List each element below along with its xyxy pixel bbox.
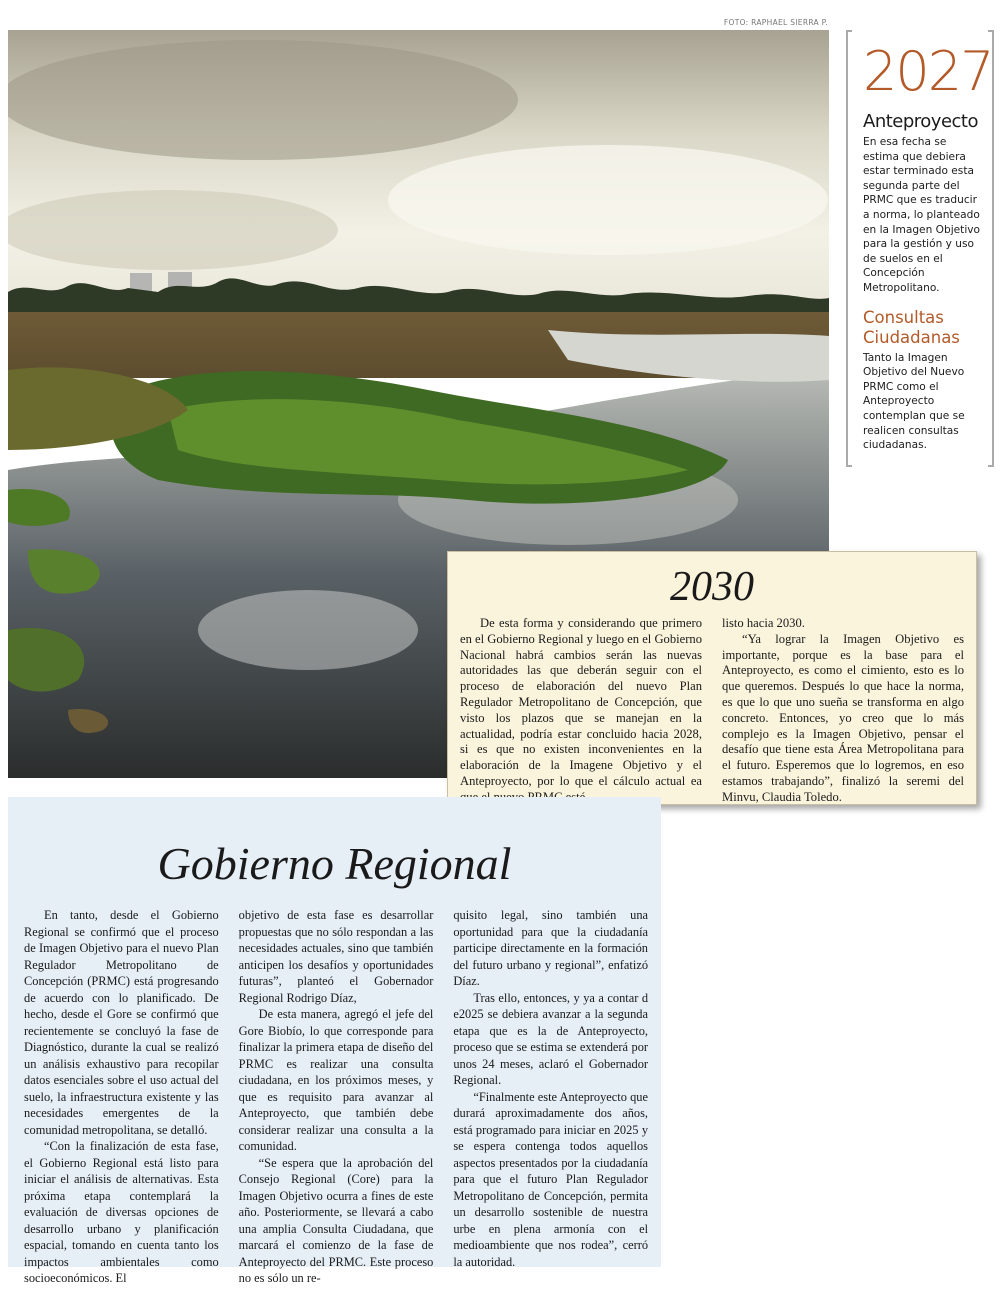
sidebar-year: 2027 [863,40,993,103]
article-paragraph: De esta manera, agregó el jefe del Gore Biobío, lo que corresponde para finalizar la primera etapa de diseño del PRMC es realizar una consulta ciudadana, en los próximos meses, y que es requisito para avanzar al Anteproyecto, que también debe considerar realizar una consulta a la comunidad. [238,1007,434,1153]
left-bracket [846,30,852,467]
sidebar-heading-consultas: Consultas Ciudadanas [863,307,960,347]
sidebar-heading-anteproyecto: Anteproyecto [863,111,978,132]
sidebar-text-consultas: Tanto la Imagen Objetivo del Nuevo PRMC como el Anteproyecto contemplan que se realicen consultas ciudadanas. [863,351,965,452]
box-2030-paragraph: De esta forma y considerando que primero en el Gobierno Regional y luego en el Gobierno Nacional habrá cambios serán las nuevas autoridades las que deberán seguir con el proceso de elaboración del nuevo Plan Regulador Metropolitano de Concepción, que visto los plazos que se manejan en la actualidad, podría estar concluido hacia 2028, si es que no existen inconvenientes en la elaboración de la Imagene Objetivo y el Anteproyecto, por lo que el cálculo actual ea [460,616,703,788]
article-paragraph: En tanto, desde el Gobierno Regional se confirmó que el proceso de Imagen Objetivo para el nuevo Plan Regulador Metropolitano de Concepción (PRMC) está progresando de acuerdo con lo planificado. De hecho, desde el Gore se confirmó que recientemente se concluyó la fase de Diagnóstico, durante la cual se realizó un análisis exhaustivo para recopilar datos esenciales sobre el uso actual del suelo, la infraestructura existente y las necesidades emergentes de la comunidad metropolitana, se detalló. [24,908,219,1137]
article-paragraph: “Con la finalización de esta fase, el Gobierno Regional está listo para iniciar el análisis de alternativas. Esta próxima etapa contemplará la evaluación de diversas opciones de desarrollo urbano y planificación espacial, tomando en cuenta tanto los impactos ambientales como socioeconómicos. El [24,1139,219,1285]
sidebar-timeline-2027 [846,30,994,467]
gobierno-column-1 [24,907,219,1287]
box-2030 [447,551,977,805]
gobierno-column-3 [453,907,648,1287]
box-2030-title: 2030 [670,564,754,610]
sidebar-text-anteproyecto: En esa fecha se estima que debiera estar terminado esta segunda parte del PRMC que es traducir a norma, lo planteado en la Imagen Objetivo para la gestión y uso de suelos en el Concepción Metropolitano. [863,136,981,294]
article-paragraph: “Se espera que la aprobación del Consejo Regional (Core) para la Imagen Objetivo ocurra a fines de este año. Posteriormente, se llevará a cabo una amplia Consulta Ciudadana, que marcará el comienzo de la fase de Anteproyecto del PRMC. Este proceso no es sólo un re- [238,1155,434,1285]
box-2030-column-2 [722,616,964,806]
photo-credit: FOTO: RAPHAEL SIERRA P. [723,18,828,27]
article-paragraph: objetivo de esta fase es desarrollar propuestas que no sólo respondan a las necesidades actuales, sino que también anticipen los desafíos y oportunidades futuras”, planteó el Gobernador Regional Rodrigo Díaz, [238,908,434,1005]
gobierno-regional-panel [8,797,661,1285]
box-2030-paragraph: listo hacia 2030. [722,616,805,630]
box-2030-column-1 [460,616,702,806]
gobierno-regional-title: Gobierno Regional [157,838,512,889]
gobierno-column-2 [239,907,434,1287]
article-paragraph: “Finalmente este Anteproyecto que durará aproximadamente dos años, está programado para iniciar en 2025 y se espera contenga todos aquellos aspectos presentados por la ciudadanía para que el futuro Plan Regulador Metropolitano de Concepción, permita un desarrollo sostenible de nuestra urbe en plena armonía con el medioambiente que nos rodea”, cerró la autoridad. [453,1089,649,1269]
article-paragraph: quisito legal, sino también una oportunidad para que la ciudadanía participe directamente en la formación del futuro urbano y regional”, enfatizó Díaz. [453,908,649,988]
box-2030-quote: “Ya lograr la Imagen Objetivo es importante, porque es la base para el Anteproyecto, es como el cimiento, esto es lo que queremos. Después lo que hace la norma, es que lo que uno sueña se transforma en algo concreto. Entonces, yo creo que lo más complejo es la Imagen Objetivo, pensar el desafío que tiene esta Área Metropolitana para el futuro. Esperemos que lo logremos, en eso estamos trabajando”, finalizó la seremi del Minvu, Claudia Toledo. [722,631,964,804]
article-paragraph: Tras ello, entonces, y ya a contar d e2025 se debiera avanzar a la segunda etapa que es la de Anteproyecto, proceso que se estima se extenderá por unos 24 meses, aclaró el Gobernador Regional. [453,990,649,1087]
